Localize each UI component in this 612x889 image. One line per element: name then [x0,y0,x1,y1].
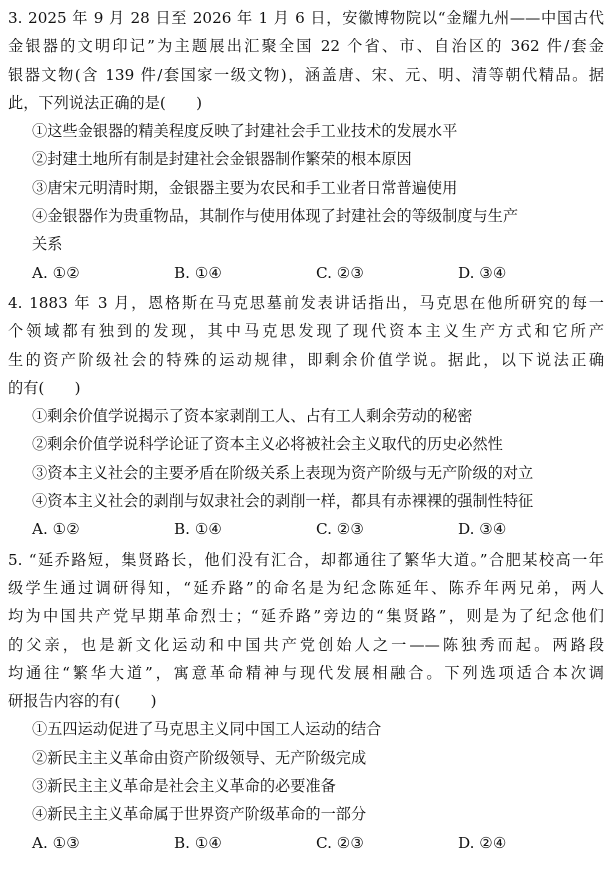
question-4-stem-line-2: 个领域都有独到的发现，其中马克思发现了现代资本主义生产方式和它所产 [8,322,604,341]
question-5-stem-line-1: 5. “延乔路短，集贤路长，他们没有汇合，却都通往了繁华大道。”合肥某校高一年 [8,550,604,569]
question-3-option-3: ③唐宋元明清时期，金银器主要为农民和手工业者日常普遍使用 [32,178,458,197]
question-4-choice-b[interactable]: B. ①④ [174,520,223,539]
question-5-choice-d[interactable]: D. ②④ [458,833,507,852]
question-4-stem-line-1: 4. 1883 年 3 月，恩格斯在马克思墓前发表讲话指出，马克思在他所研究的每一 [8,293,604,312]
question-5-stem-line-3: 均为中国共产党早期革命烈士；“延乔路”旁边的“集贤路”，则是为了纪念他们 [8,607,604,626]
question-5-option-1: ①五四运动促进了马克思主义同中国工人运动的结合 [32,720,382,739]
question-3-choice-a[interactable]: A. ①② [32,263,80,282]
question-5-choice-c[interactable]: C. ②③ [316,833,364,852]
question-5-option-2: ②新民主主义革命由资产阶级领导、无产阶级完成 [32,748,367,767]
question-3-option-2: ②封建土地所有制是封建社会金银器制作繁荣的根本原因 [32,150,412,169]
question-3 [8,4,604,287]
question-3-option-1: ①这些金银器的精美程度反映了封建社会手工业技术的发展水平 [32,122,458,141]
question-4-choice-d[interactable]: D. ③④ [458,520,507,539]
question-4-choices [8,515,604,543]
question-4-option-2: ②剩余价值学说科学论证了资本主义必将被社会主义取代的历史必然性 [32,435,503,454]
question-3-choice-b[interactable]: B. ①④ [174,263,223,282]
question-4 [8,289,604,544]
question-3-option-4: ④金银器作为贵重物品，其制作与使用体现了封建社会的等级制度与生产 [32,207,518,226]
question-4-option-3: ③资本主义社会的主要矛盾在阶级关系上表现为资产阶级与无产阶级的对立 [32,463,534,482]
question-3-stem-line-3: 银器文物(含 139 件/套国家一级文物)，涵盖唐、宋、元、明、清等朝代精品。据 [8,65,604,84]
question-4-choice-a[interactable]: A. ①② [32,520,80,539]
question-5-stem-line-4: 的父亲，也是新文化运动和中国共产党创始人之一——陈独秀而起。两路段 [8,635,604,654]
question-3-choices [8,259,604,287]
question-3-choice-c[interactable]: C. ②③ [316,263,364,282]
question-4-choice-c[interactable]: C. ②③ [316,520,364,539]
question-3-stem-line-4: 此，下列说法正确的是( ) [8,93,203,112]
question-3-stem-line-1: 3. 2025 年 9 月 28 日至 2026 年 1 月 6 日，安徽博物院以“金耀九州——中国古代 [8,9,604,27]
question-4-stem-line-4: 的有( ) [8,378,81,397]
question-5-choice-a[interactable]: A. ①③ [32,833,80,852]
question-3-option-4-cont: 关系 [32,235,63,254]
question-5-choices [8,829,604,857]
question-3-stem-line-2: 金银器的文明印记”为主题展出汇聚全国 22 个省、市、自治区的 362 件/套金 [8,37,604,56]
question-5-option-3: ③新民主主义革命是社会主义革命的必要准备 [32,777,336,796]
question-5 [8,546,604,857]
question-5-choice-b[interactable]: B. ①④ [174,833,223,852]
question-4-stem-line-3: 生的资产阶级社会的特殊的运动规律，即剩余价值学说。据此，以下说法正确 [8,350,604,369]
question-5-option-4: ④新民主主义革命属于世界资产阶级革命的一部分 [32,805,367,824]
question-4-option-4: ④资本主义社会的剥削与奴隶社会的剥削一样，都具有赤裸裸的强制性特征 [32,492,534,511]
question-5-stem-line-6: 研报告内容的有( ) [8,692,157,711]
question-5-stem-line-5: 均通往“繁华大道”，寓意革命精神与现代发展相融合。下列选项适合本次调 [8,663,604,682]
question-3-choice-d[interactable]: D. ③④ [458,263,507,282]
question-5-stem-line-2: 级学生通过调研得知，“延乔路”的命名是为纪念陈延年、陈乔年两兄弟，两人 [8,578,604,597]
question-4-option-1: ①剩余价值学说揭示了资本家剥削工人、占有工人剩余劳动的秘密 [32,407,473,426]
